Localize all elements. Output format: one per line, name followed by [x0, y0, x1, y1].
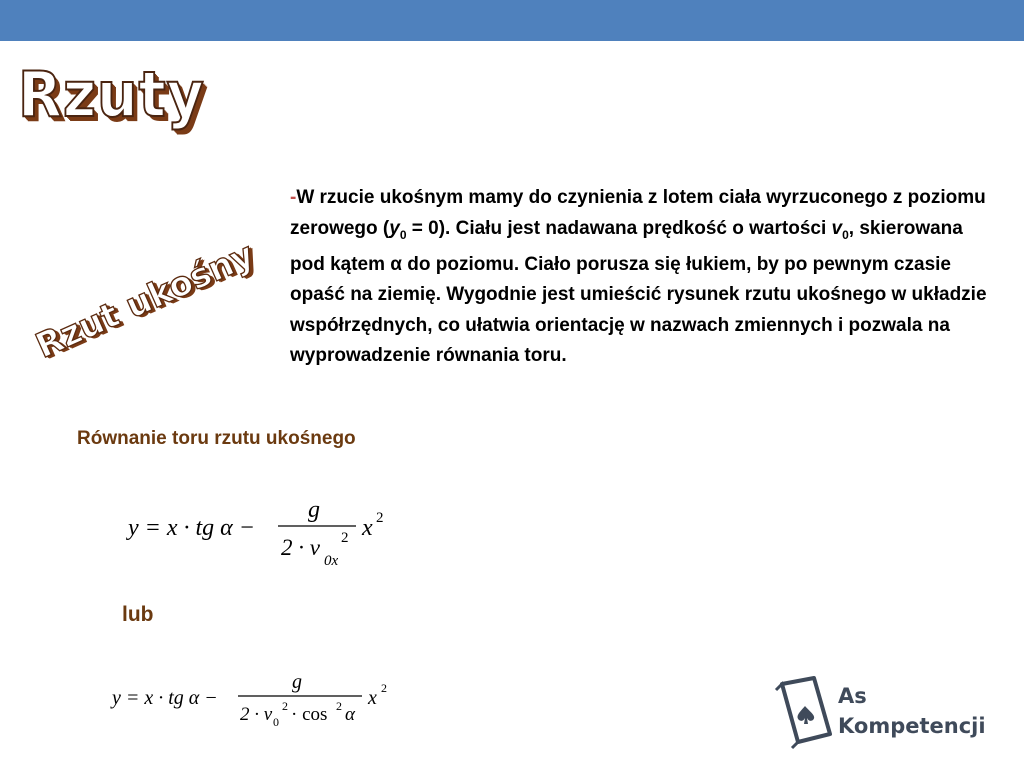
eq2-numerator: g	[292, 672, 302, 693]
eq2-den-cos-sup: 2	[336, 699, 342, 713]
subscript-zero-v: 0	[842, 227, 849, 242]
separator-word: lub	[122, 603, 154, 626]
logo-text-line1: As	[838, 684, 867, 708]
trajectory-equation-2	[110, 672, 400, 732]
eq2-den-sup: 2	[282, 699, 288, 713]
variable-y: y	[389, 217, 400, 239]
rotated-label: Rzut ukośny	[30, 234, 261, 367]
eq2-lhs: y = x · tg α −	[112, 687, 218, 709]
eq2-rhs-sup: 2	[381, 681, 387, 695]
eq2-den-sub: 0	[273, 715, 279, 729]
eq1-den-sup: 2	[341, 530, 349, 546]
subscript-zero-y: 0	[399, 227, 407, 242]
paragraph-part-2: = 0). Ciału jest nadawana prędkość o wartości	[406, 217, 832, 239]
eq2-denominator: 2 · v	[240, 704, 273, 725]
eq1-den-sub: 0x	[324, 553, 339, 569]
slide-title: Rzuty	[18, 58, 205, 131]
trajectory-equation-1	[126, 495, 396, 570]
logo-text-line2: Kompetencji	[838, 714, 986, 738]
eq2-den-cos: · cos	[291, 704, 328, 725]
variable-v: v	[831, 217, 843, 239]
eq1-numerator: g	[308, 497, 320, 523]
paragraph-part-3: , skierowana pod kątem α do poziomu. Ciało porusza się łukiem, by po pewnym czasie opaść na ziemię. Wygodnie jest umieścić rysunek rzutu ukośnego w układzie współrzędnych, co ułatwia orientację w nazwach zmiennych i pozwala na wyprowadzenie równania toru.	[290, 217, 987, 367]
eq2-den-alpha: α	[345, 704, 355, 725]
equation-heading: Równanie toru rzutu ukośnego	[77, 428, 356, 449]
logo-card-icon	[768, 672, 1008, 752]
paragraph-dash: -	[290, 187, 297, 208]
eq1-rhs-sup: 2	[376, 510, 384, 526]
eq1-denominator: 2 · v	[281, 535, 320, 560]
top-banner-bar	[0, 0, 1024, 41]
eq2-rhs: x	[368, 687, 377, 709]
description-paragraph	[290, 183, 990, 372]
eq1-rhs: x	[362, 515, 373, 541]
paragraph-part-1: W rzucie ukośnym mamy do czynienia z lotem ciała wyrzuconego z poziomu zerowego (	[290, 187, 986, 239]
eq1-lhs: y = x · tg α −	[128, 515, 255, 541]
